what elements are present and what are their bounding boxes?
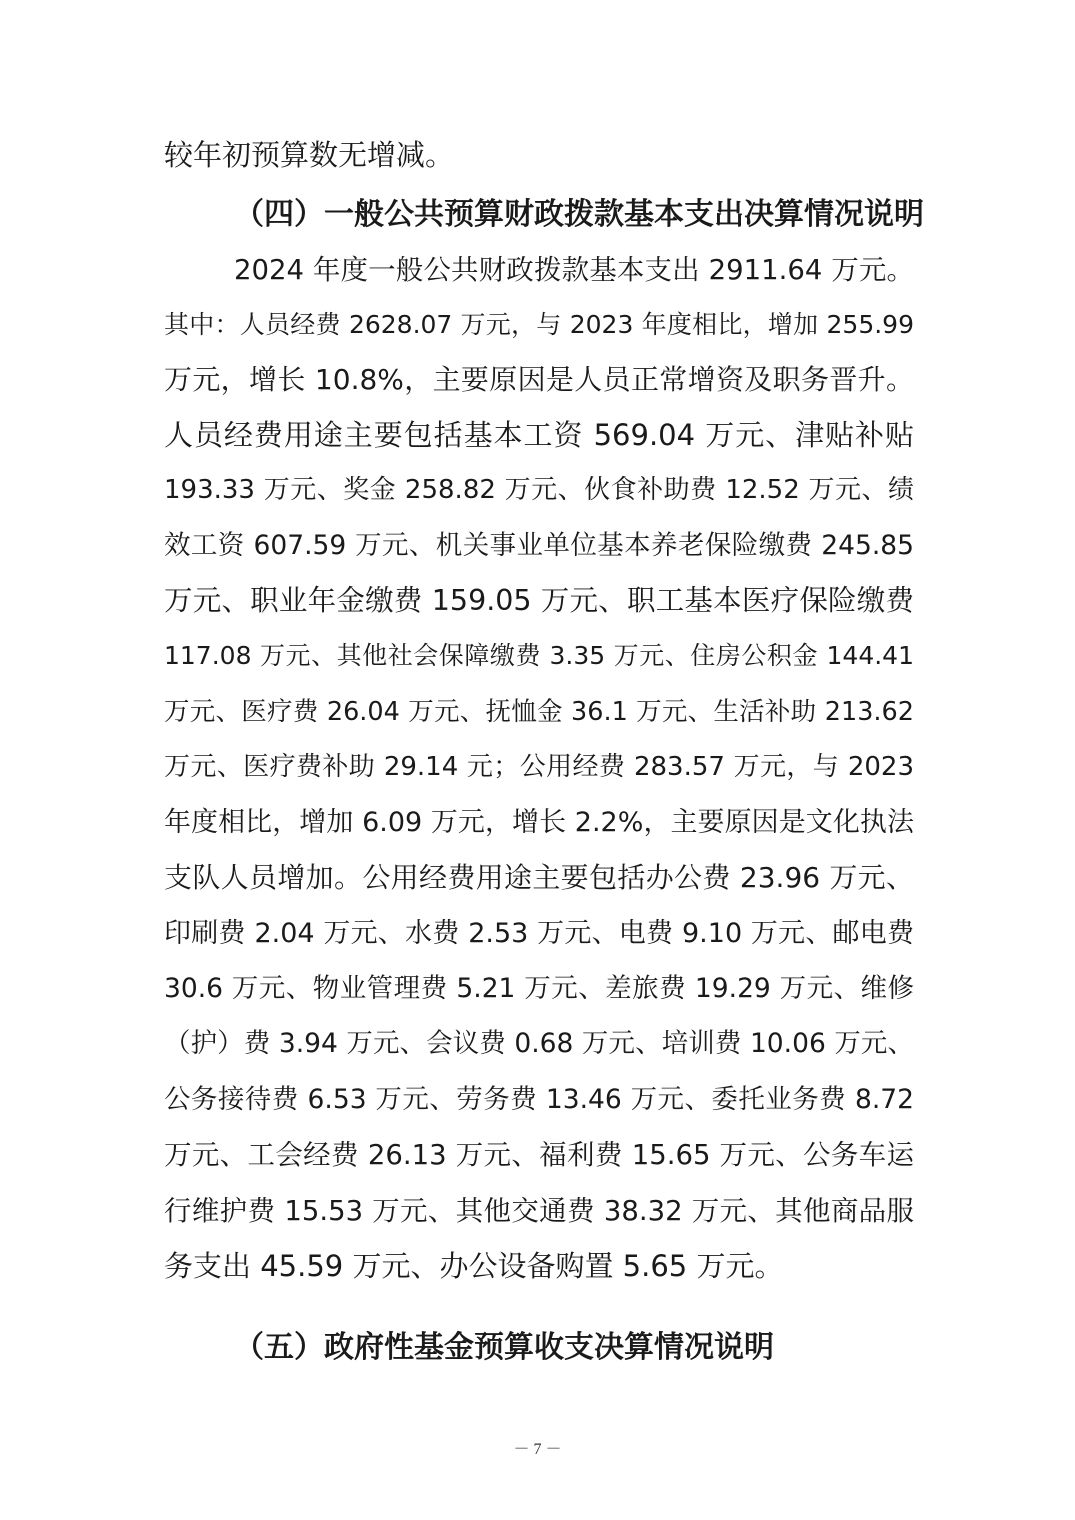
body-line: 支队人员增加。公用经费用途主要包括办公费 23.96 万元、 — [164, 861, 914, 894]
body-line: 人员经费用途主要包括基本工资 569.04 万元、津贴补贴 — [164, 418, 914, 452]
body-line: （护）费 3.94 万元、会议费 0.68 万元、培训费 10.06 万元、 — [164, 1028, 914, 1059]
body-line: 年度相比，增加 6.09 万元，增长 2.2%，主要原因是文化执法 — [164, 807, 914, 838]
body-line: 30.6 万元、物业管理费 5.21 万元、差旅费 19.29 万元、维修 — [164, 973, 914, 1004]
body-line: 万元、职业年金缴费 159.05 万元、职工基本医疗保险缴费 — [164, 584, 914, 617]
body-line: 193.33 万元、奖金 258.82 万元、伙食补助费 12.52 万元、绩 — [164, 475, 914, 505]
body-line: 万元、工会经费 26.13 万元、福利费 15.65 万元、公务车运 — [164, 1139, 914, 1171]
page-number: － 7 － — [513, 1441, 562, 1458]
body-line: 万元、医疗费补助 29.14 元；公用经费 283.57 万元，与 2023 — [164, 752, 914, 782]
section-5-heading: （五）政府性基金预算收支决算情况说明 — [234, 1330, 774, 1365]
body-line: 其中：人员经费 2628.07 万元，与 2023 年度相比，增加 255.99 — [164, 310, 914, 339]
body-line: 万元、医疗费 26.04 万元、抚恤金 36.1 万元、生活补助 213.62 — [164, 697, 914, 727]
body-line: 印刷费 2.04 万元、水费 2.53 万元、电费 9.10 万元、邮电费 — [164, 918, 914, 949]
section-4-heading: （四）一般公共预算财政拨款基本支出决算情况说明 — [234, 197, 924, 232]
body-line: 公务接待费 6.53 万元、劳务费 13.46 万元、委托业务费 8.72 — [164, 1084, 914, 1115]
body-line: 万元，增长 10.8%，主要原因是人员正常增资及职务晋升。 — [164, 363, 914, 396]
body-line: 2024 年度一般公共财政拨款基本支出 2911.64 万元。 — [234, 254, 914, 286]
body-line: 行维护费 15.53 万元、其他交通费 38.32 万元、其他商品服 — [164, 1195, 914, 1227]
body-line: 务支出 45.59 万元、办公设备购置 5.65 万元。 — [164, 1249, 784, 1283]
opening-line: 较年初预算数无增减。 — [164, 138, 455, 172]
body-line: 117.08 万元、其他社会保障缴费 3.35 万元、住房公积金 144.41 — [164, 641, 914, 670]
body-line: 效工资 607.59 万元、机关事业单位基本养老保险缴费 245.85 — [164, 530, 914, 561]
